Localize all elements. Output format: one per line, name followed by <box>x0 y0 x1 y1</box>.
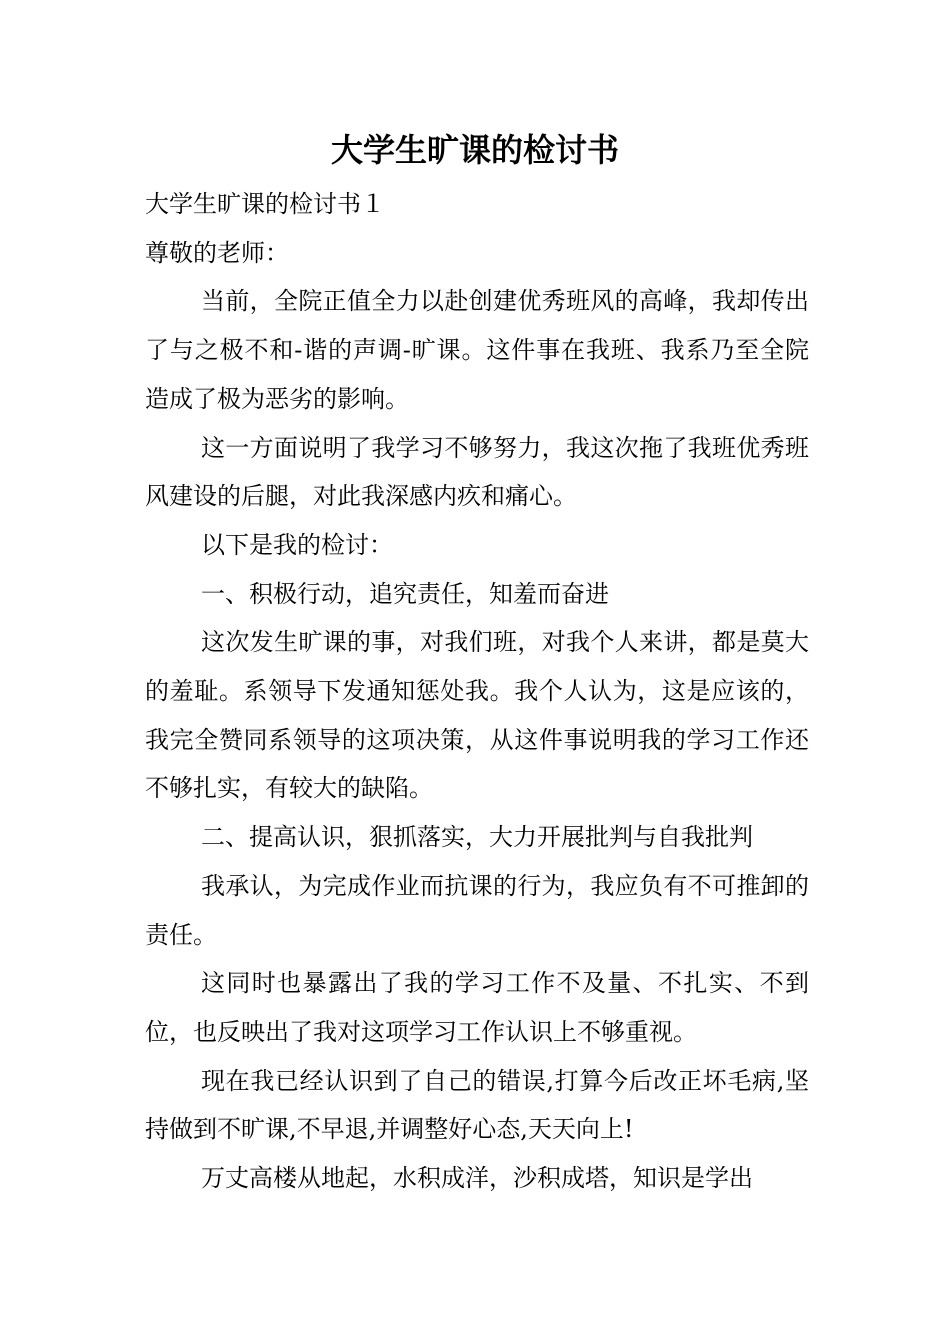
document-subtitle: 大学生旷课的检讨书１ <box>145 190 385 218</box>
paragraph-3: 以下是我的检讨： <box>201 530 393 559</box>
paragraph-1: 当前，全院正值全力以赴创建优秀班风的高峰，我却传出了与之极不和-谐的声调-旷课。这件事在我班、我系乃至全院造成了极为恶劣的影响。 <box>145 287 809 413</box>
salutation: 尊敬的老师： <box>145 238 289 267</box>
paragraph-2: 这一方面说明了我学习不够努力，我这次拖了我班优秀班风建设的后腿，对此我深感内疚和痛心。 <box>145 433 809 511</box>
paragraph-4: 这次发生旷课的事，对我们班，对我个人来讲，都是莫大的羞耻。系领导下发通知惩处我。我个人认为，这是应该的，我完全赞同系领导的这项决策，从这件事说明我的学习工作还不够扎实，有较大的缺陷。 <box>145 628 809 803</box>
paragraph-6: 这同时也暴露出了我的学习工作不及量、不扎实、不到位，也反映出了我对这项学习工作认识上不够重视。 <box>145 969 809 1046</box>
paragraph-5: 我承认，为完成作业而抗课的行为，我应负有不可推卸的责任。 <box>145 871 809 949</box>
document-body <box>145 180 809 1203</box>
document-title: 大学生旷课的检讨书 <box>330 131 619 169</box>
section-heading-2: 二、提高认识，狠抓落实，大力开展批判与自我批判 <box>201 823 753 852</box>
section-heading-1: 一、积极行动，追究责任，知羞而奋进 <box>201 579 609 608</box>
paragraph-8: 万丈高楼从地起，水积成洋，沙积成塔，知识是学出 <box>201 1164 753 1193</box>
paragraph-7: 现在我已经认识到了自己的错误,打算今后改正坏毛病,坚持做到不旷课,不早退,并调整好心态,天天向上! <box>145 1066 809 1144</box>
